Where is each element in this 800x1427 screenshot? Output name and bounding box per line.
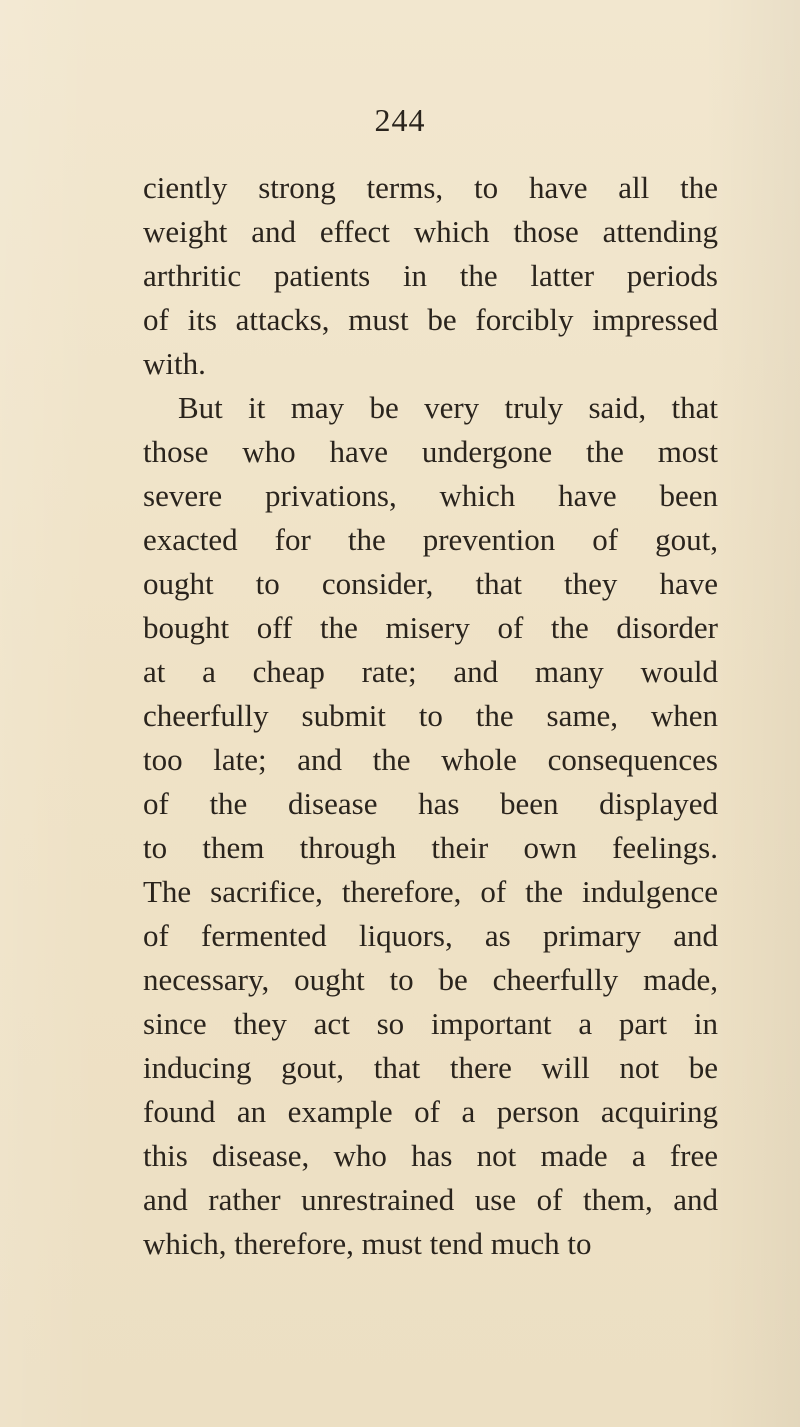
- text-line-7: those who have undergone the most: [143, 434, 718, 469]
- text-line-9: exacted for the prevention of gout,: [143, 522, 718, 557]
- text-line-21: inducing gout, that there will not be: [143, 1050, 718, 1085]
- text-line-1: ciently strong terms, to have all the: [143, 170, 718, 205]
- text-line-11: bought off the misery of the disorder: [143, 610, 718, 645]
- text-line-8: severe privations, which have been: [143, 478, 718, 513]
- text-line-17: The sacrifice, therefore, of the indulgence: [143, 874, 718, 909]
- text-line-25: which, therefore, must tend much to: [143, 1226, 592, 1261]
- page-number: 244: [374, 102, 426, 138]
- text-line-23: this disease, who has not made a free: [143, 1138, 718, 1173]
- text-line-10: ought to consider, that they have: [143, 566, 718, 601]
- text-line-18: of fermented liquors, as primary and: [143, 918, 718, 953]
- text-line-5: with.: [143, 346, 206, 381]
- text-line-22: found an example of a person acquiring: [143, 1094, 718, 1129]
- text-line-3: arthritic patients in the latter periods: [143, 258, 718, 293]
- text-line-12: at a cheap rate; and many would: [143, 654, 718, 689]
- text-line-6: But it may be very truly said, that: [178, 390, 718, 425]
- text-line-16: to them through their own feelings.: [143, 830, 718, 865]
- text-line-20: since they act so important a part in: [143, 1006, 718, 1041]
- text-line-2: weight and effect which those attending: [143, 214, 718, 249]
- text-line-15: of the disease has been displayed: [143, 786, 718, 821]
- text-line-24: and rather unrestrained use of them, and: [143, 1182, 718, 1217]
- text-line-19: necessary, ought to be cheerfully made,: [143, 962, 718, 997]
- text-line-4: of its attacks, must be forcibly impressed: [143, 302, 718, 337]
- text-line-14: too late; and the whole consequences: [143, 742, 718, 777]
- body-text: [143, 166, 718, 1266]
- text-line-13: cheerfully submit to the same, when: [143, 698, 718, 733]
